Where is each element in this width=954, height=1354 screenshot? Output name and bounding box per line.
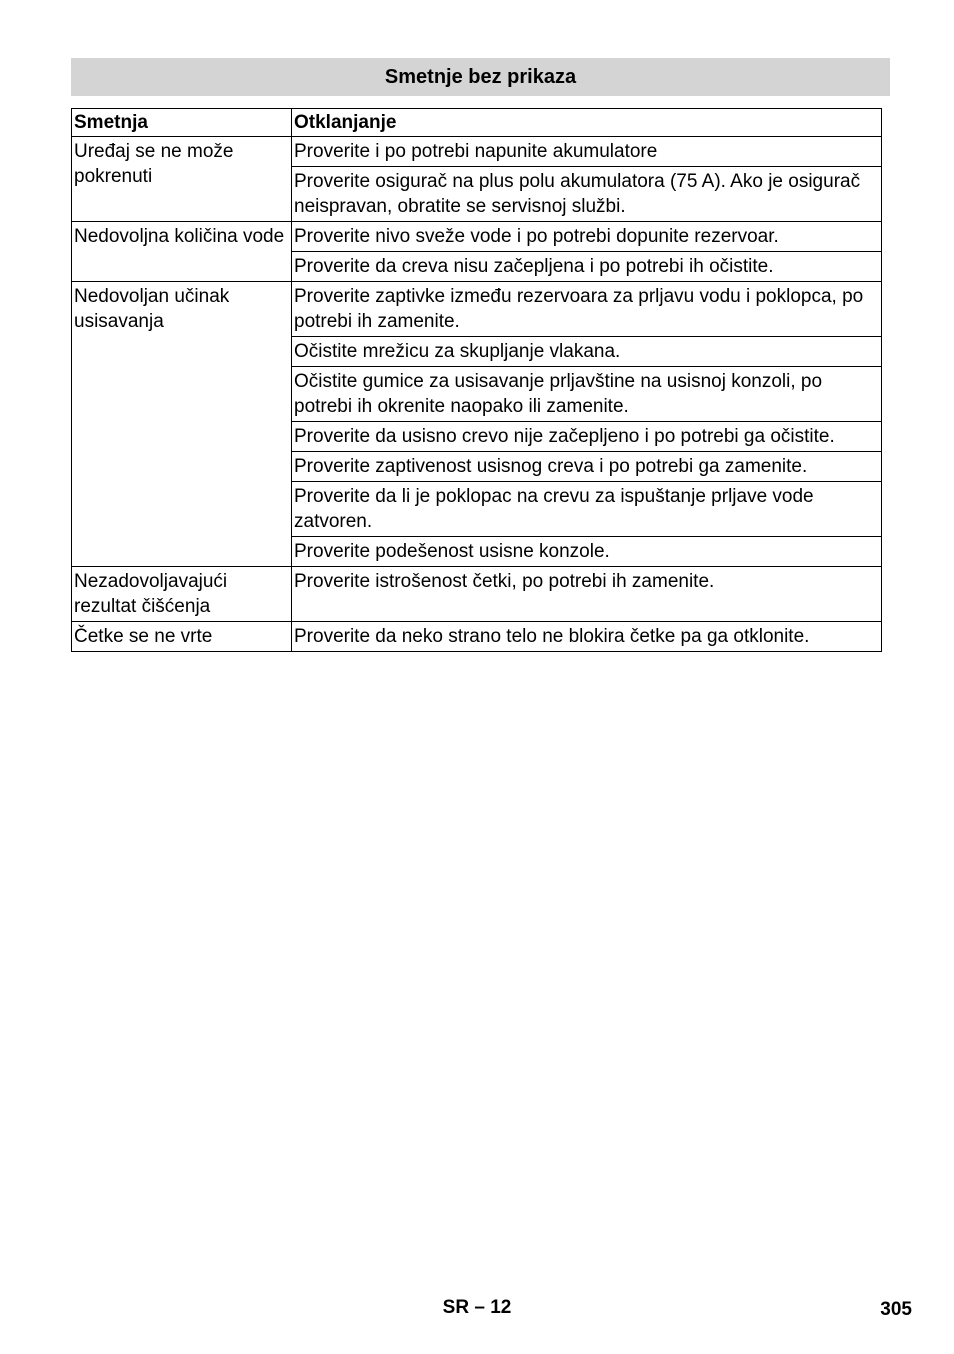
header-remedy: Otklanjanje (292, 109, 882, 137)
remedy-cell: Proverite da neko strano telo ne blokira četke pa ga otklonite. (292, 622, 882, 652)
remedy-cell: Očistite mrežicu za skupljanje vlakana. (292, 337, 882, 367)
fault-cell: Nedovoljan učinak usisavanja (72, 282, 292, 567)
remedy-cell: Proverite zaptivke između rezervoara za prljavu vodu i poklopca, po potrebi ih zamenite. (292, 282, 882, 337)
fault-cell: Nedovoljna količina vode (72, 222, 292, 282)
table-row (72, 282, 882, 337)
table-header-row (72, 109, 882, 137)
remedy-cell: Proverite podešenost usisne konzole. (292, 537, 882, 567)
section-title (71, 58, 890, 96)
fault-cell: Nezadovoljavajući rezultat čišćenja (72, 567, 292, 622)
fault-cell: Uređaj se ne može pokrenuti (72, 137, 292, 222)
footer-section-label: SR – 12 (442, 1297, 512, 1318)
remedy-cell: Proverite istrošenost četki, po potrebi ih zamenite. (292, 567, 882, 622)
remedy-cell: Proverite osigurač na plus polu akumulatora (75 A). Ako je osigurač neispravan, obratite se servisnoj službi. (292, 167, 882, 222)
remedy-cell: Očistite gumice za usisavanje prljavštine na usisnoj konzoli, po potrebi ih okrenite naopako ili zamenite. (292, 367, 882, 422)
table-row (72, 567, 882, 622)
table-row (72, 137, 882, 167)
section-title-text: Smetnje bez prikaza (384, 65, 577, 88)
table-row (72, 222, 882, 252)
remedy-cell: Proverite da usisno crevo nije začepljeno i po potrebi ga očistite. (292, 422, 882, 452)
table-row (72, 622, 882, 652)
fault-cell: Četke se ne vrte (72, 622, 292, 652)
remedy-cell: Proverite da li je poklopac na crevu za ispuštanje prljave vode zatvoren. (292, 482, 882, 537)
page-number: 305 (880, 1299, 912, 1320)
header-fault: Smetnja (72, 109, 292, 137)
remedy-cell: Proverite da creva nisu začepljena i po potrebi ih očistite. (292, 252, 882, 282)
remedy-cell: Proverite nivo sveže vode i po potrebi dopunite rezervoar. (292, 222, 882, 252)
remedy-cell: Proverite zaptivenost usisnog creva i po potrebi ga zamenite. (292, 452, 882, 482)
troubleshooting-table (71, 108, 882, 652)
remedy-cell: Proverite i po potrebi napunite akumulatore (292, 137, 882, 167)
